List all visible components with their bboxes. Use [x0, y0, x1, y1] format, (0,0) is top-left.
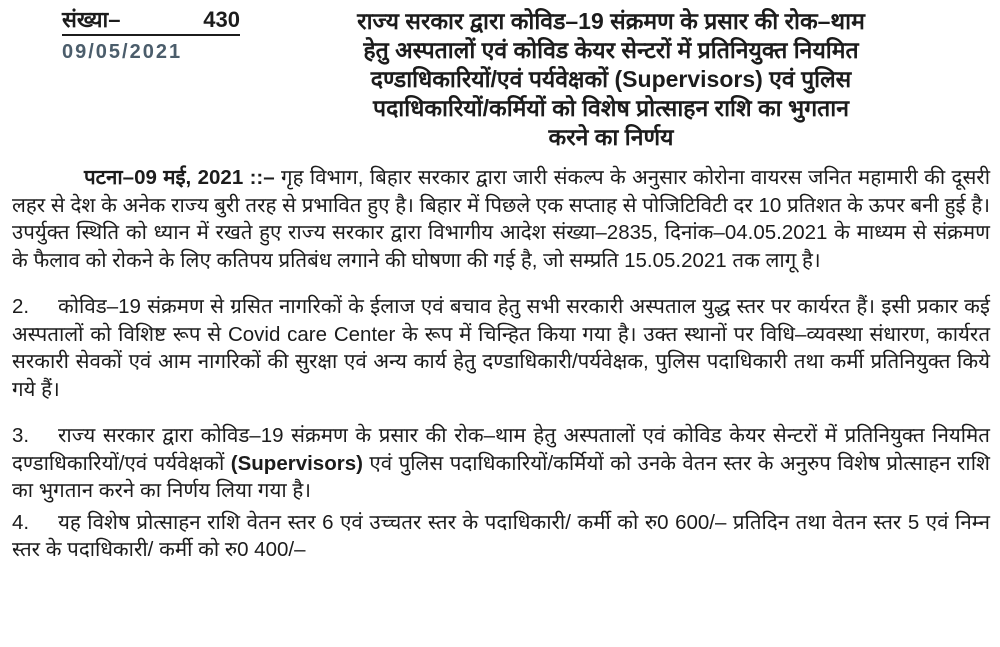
title-line: हेतु अस्पतालों एवं कोविड केयर सेन्टरों में प्रतिनियुक्त नियमित: [363, 37, 859, 63]
paragraph: [12, 422, 990, 505]
paragraph-text: Covid care Center: [227, 322, 396, 346]
paragraph-number: 2.: [12, 295, 30, 318]
document-body: [0, 164, 1000, 564]
paragraph-text: गृह विभाग, बिहार सरकार द्वारा जारी संकल्प के अनुसार कोरोना वायरस जनित महामारी की दूसरी लहर से देश के अनेक राज्य बुरी तरह से प्रभावित हुए है। बिहार में पिछले एक सप्ताह से पोजिटिविटी दर 10 प्रतिशत के ऊपर बनी हुई है। उपर्युक्त स्थिति को ध्यान में रखते हुए राज्य सरकार द्वारा विभागीय आदेश संख्या–2835, दिनांक–04.05.2021 के माध्यम से संक्रमण के फैलाव को रोकने के लिए कतिपय प्रतिबंध लगाने की घोषणा की गई है, जो सम्प्रति 15.05.2021 तक लागू है।: [12, 166, 990, 272]
reference-number-value: 430: [203, 7, 240, 32]
title-line: राज्य सरकार द्वारा कोविड–19 संक्रमण के प्रसार की रोक–थाम: [357, 8, 865, 34]
paragraph-text: एवं पुलिस पदाधिकारियों/कर्मियों को उनके वेतन स्तर के अनुरुप विशेष प्रोत्साहन राशि का भुगतान करने का निर्णय लिया गया है।: [12, 451, 990, 502]
paragraph: [12, 293, 990, 403]
title-line: दण्डाधिकारियों/एवं पर्यवेक्षकों (Supervisors) एवं पुलिस: [370, 66, 852, 92]
paragraph-text: राज्य सरकार द्वारा कोविड–19 संक्रमण के प्रसार की रोक–थाम हेतु अस्पतालों एवं कोविड केयर सेन्टरों में प्रतिनियुक्त नियमित दण्डाधिकारियों/एवं पर्यवेक्षकों: [12, 424, 990, 475]
title-line: करने का निर्णय: [548, 124, 674, 150]
reference-number: [62, 7, 240, 36]
reference-number-label: संख्या–: [62, 7, 121, 32]
document-title: [258, 7, 964, 152]
paragraph: [12, 509, 990, 564]
paragraph-number: 4.: [12, 510, 30, 534]
title-line: पदाधिकारियों/कर्मियों को विशेष प्रोत्साहन राशि का भुगतान: [373, 95, 849, 121]
paragraph-text: के रूप में चिन्हित किया गया है। उक्त स्थानों पर विधि–व्यवस्था संधारण, कार्यरत सरकारी सेवकों एवं आम नागरिकों की सुरक्षा एवं अन्य कार्य हेतु दण्डाधिकारी/पर्यवेक्षक, पुलिस पदाधिकारी तथा कर्मी प्रतिनियुक्त किये गये हैं।: [12, 322, 991, 401]
paragraph-text-bold: (Supervisors): [230, 451, 363, 475]
paragraph-number: 3.: [12, 424, 30, 447]
document-header: [0, 0, 1000, 152]
paragraph: [12, 164, 990, 274]
paragraph-text-bold: पटना–09 मई, 2021 ::–: [84, 166, 282, 189]
paragraph-text: यह विशेष प्रोत्साहन राशि वेतन स्तर 6 एवं उच्चतर स्तर के पदाधिकारी/ कर्मी को रु0 600/– प्रतिदिन तथा वेतन स्तर 5 एवं निम्न स्तर के पदाधिकारी/ कर्मी को रु0 400/–: [12, 510, 990, 561]
reference-date: 09/05/2021: [62, 41, 183, 63]
reference-block: [62, 7, 240, 64]
paragraph-text: कोविड–19 संक्रमण से ग्रसित नागरिकों के ईलाज एवं बचाव हेतु सभी सरकारी अस्पताल युद्ध स्तर पर कार्यरत हैं। इसी प्रकार कई अस्पतालों को विशिष्ट रूप से: [12, 295, 990, 346]
